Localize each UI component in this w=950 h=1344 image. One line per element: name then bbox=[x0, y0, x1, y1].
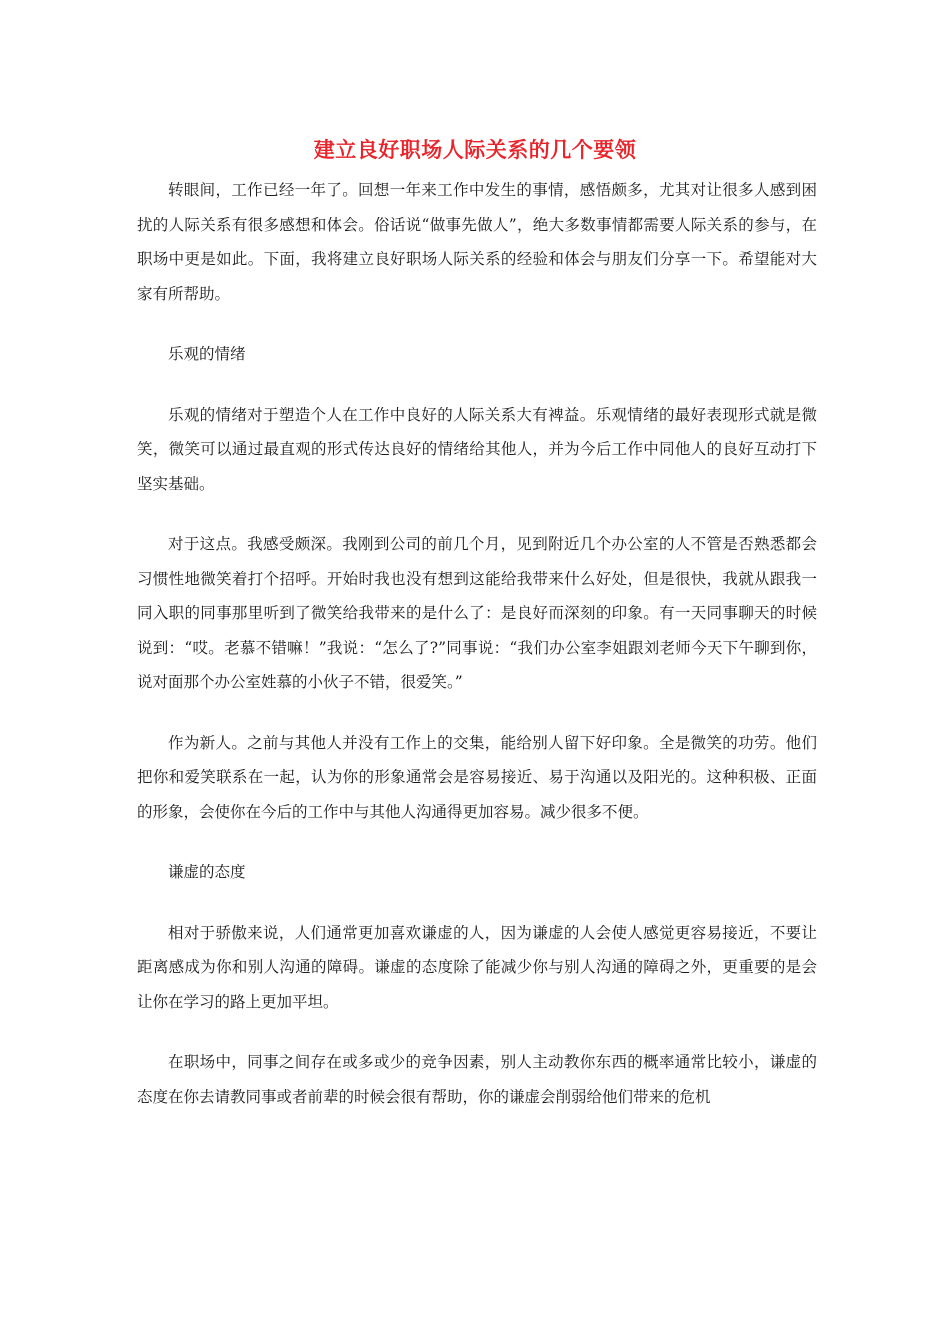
paragraph-intro: 转眼间，工作已经一年了。回想一年来工作中发生的事情，感悟颇多，尤其对让很多人感到困扰的人际关系有很多感想和体会。俗话说“做事先做人”，绝大多数事情都需要人际关系的参与，在职场中更是如此。下面，我将建立良好职场人际关系的经验和体会与朋友们分享一下。希望能对大家有所帮助。 bbox=[137, 181, 817, 303]
section-heading-optimism: 乐观的情绪 bbox=[168, 345, 246, 363]
section-heading-modesty: 谦虚的态度 bbox=[168, 863, 246, 881]
paragraph-modesty: 相对于骄傲来说，人们通常更加喜欢谦虚的人，因为谦虚的人会使人感觉更容易接近，不要让距离感成为你和别人沟通的障碍。谦虚的态度除了能减少你与别人沟通的障碍之外，更重要的是会让你在学习的路上更加平坦。 bbox=[137, 923, 817, 1011]
paragraph-new-employee: 作为新人。之前与其他人并没有工作上的交集，能给别人留下好印象。全是微笑的功劳。他们把你和爱笑联系在一起，认为你的形象通常会是容易接近、易于沟通以及阳光的。这种积极、正面的形象，会使你在今后的工作中与其他人沟通得更加容易。减少很多不便。 bbox=[137, 733, 817, 821]
document-title: 建立良好职场人际关系的几个要领 bbox=[313, 137, 637, 163]
paragraph-optimism: 乐观的情绪对于塑造个人在工作中良好的人际关系大有裨益。乐观情绪的最好表现形式就是微笑，微笑可以通过最直观的形式传达良好的情绪给其他人，并为今后工作中同他人的良好互动打下坚实基础。 bbox=[137, 405, 817, 493]
document-body bbox=[137, 173, 817, 1140]
paragraph-smile-story: 对于这点。我感受颇深。我刚到公司的前几个月，见到附近几个办公室的人不管是否熟悉都会习惯性地微笑着打个招呼。开始时我也没有想到这能给我带来什么好处，但是很快，我就从跟我一同入职的同事那里听到了微笑给我带来的是什么了：是良好而深刻的印象。有一天同事聊天的时候说到：“哎。老慕不错嘛！”我说：“怎么了?”同事说：“我们办公室李姐跟刘老师今天下午聊到你，说对面那个办公室姓慕的小伙子不错，很爱笑。” bbox=[137, 535, 817, 691]
paragraph-competition: 在职场中，同事之间存在或多或少的竞争因素，别人主动教你东西的概率通常比较小，谦虚的态度在你去请教同事或者前辈的时候会很有帮助，你的谦虚会削弱给他们带来的危机 bbox=[137, 1053, 817, 1106]
